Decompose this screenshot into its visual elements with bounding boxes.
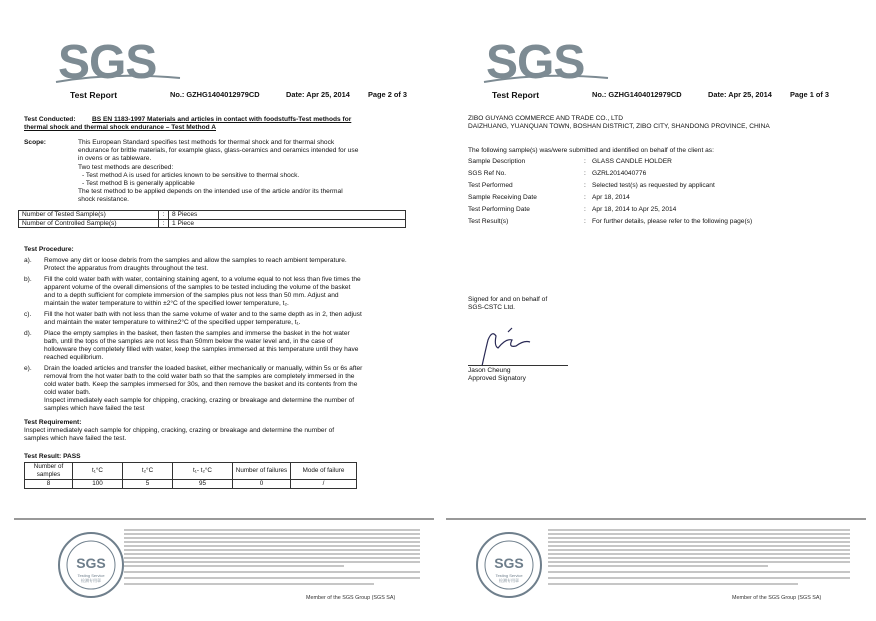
field-sep: : [584, 194, 586, 201]
footer-rule [446, 518, 866, 520]
step-line: Drain the loaded articles and transfer the loaded basket, either mechanically or manually, within 5s or 6s after [44, 365, 363, 372]
samples-label: Number of Tested Sample(s) [19, 211, 159, 220]
scope-line: The test method to be applied depends on the intended use of the article and/or its thermal [78, 188, 343, 196]
result-cell: 100 [73, 480, 123, 489]
step-line: Fill the cold water bath with water, containing staining agent, to a volume equal to not less than five times the [44, 276, 361, 283]
field-label: Test Performed [468, 182, 513, 189]
step-line: Place the empty samples in the basket, then fasten the samples and immerse the basket in the hot water [44, 330, 350, 337]
samples-sep: : [159, 219, 169, 228]
sgs-stamp-icon [56, 530, 126, 600]
scope-label: Scope: [24, 139, 46, 146]
report-page-2 [14, 12, 434, 606]
step-line: hollowware they completely filled with water, keep the samples immersed at this temperature until they have [44, 346, 359, 353]
page-indicator: Page 2 of 3 [368, 90, 408, 99]
step-line: Protect the apparatus from draughts throughout the test. [44, 265, 209, 272]
step-line: cold water bath. Keep the samples immersed for 30s, and then remove the basket and its contents from the [44, 381, 358, 388]
sgs-logo-icon [482, 32, 612, 88]
result-header: Number of samples [25, 463, 73, 480]
step-line: Inspect immediately each sample for chipping, cracking, crazing or breakage and determine the number of [44, 397, 355, 404]
step-line: removal from the hot water bath to the cold water bath so that the samples are completely immersed in the [44, 373, 355, 380]
samples-table [18, 210, 406, 228]
field-value: Apr 18, 2014 [592, 194, 630, 201]
step-marker: b). [24, 276, 32, 283]
sgs-member-note: Member of the SGS Group (SGS SA) [306, 595, 396, 601]
field-value: GLASS CANDLE HOLDER [592, 158, 672, 165]
scope-line: in ovens or as tableware. [78, 155, 152, 163]
result-header: t₁°C [73, 463, 123, 480]
step-marker: e). [24, 365, 32, 372]
step-line: samples which have failed the test [44, 405, 145, 412]
report-header [14, 90, 434, 104]
result-heading: Test Result: PASS [24, 453, 81, 460]
report-number: No.: GZHG1404012979CD [170, 90, 260, 99]
samples-value: 1 Piece [169, 219, 406, 228]
signing-company: SGS-CSTC Ltd. [468, 304, 515, 311]
page-indicator: Page 1 of 3 [790, 90, 830, 99]
requirement-line: samples which have failed the test. [24, 435, 127, 442]
stamp-logo-text: SGS [494, 555, 524, 571]
list-item [24, 365, 424, 415]
test-conducted-line1: BS EN 1183-1997 Materials and articles in contact with foodstuffs-Test methods for [92, 116, 352, 123]
report-title: Test Report [492, 90, 540, 100]
step-line: and maintain the water temperature to within±2°C of the specified upper temperature, t₁. [44, 319, 301, 326]
report-number: No.: GZHG1404012979CD [592, 90, 682, 99]
sgs-logo-text: SGS [58, 36, 157, 88]
signature-icon [468, 318, 568, 370]
footer-rule [14, 518, 434, 520]
fine-print-lines-icon [548, 528, 854, 590]
scope-line: This European Standard specifies test methods for thermal shock and for thermal shock [78, 139, 335, 146]
step-line: Remove any dirt or loose debris from the samples and allow the samples to reach ambient temperature. [44, 257, 347, 264]
report-title: Test Report [70, 90, 118, 100]
list-item [24, 276, 424, 311]
field-sep: : [584, 206, 586, 213]
sample-details [468, 158, 858, 230]
list-item [24, 257, 424, 276]
field-value: Selected test(s) as requested by applicant [592, 182, 715, 189]
scope-line: shock resistance. [78, 196, 129, 204]
scope-line: - Test method B is generally applicable [82, 180, 195, 188]
result-header: t₂°C [123, 463, 173, 480]
step-line: maintain the water temperature to within ±2°C of the specified lower temperature, t₂. [44, 300, 289, 307]
scope-line: Two test methods are described: [78, 163, 174, 171]
step-line: reached equilibrium. [44, 354, 104, 361]
requirement-line: Inspect immediately each sample for chipping, cracking, crazing or breakage and determine the number of [24, 427, 335, 434]
legal-fine-print [548, 528, 854, 590]
result-cell: 0 [233, 480, 291, 489]
report-page-1 [446, 12, 866, 606]
test-conducted-line2: thermal shock and thermal shock endurance – Test Method A [24, 124, 216, 131]
table-row [19, 219, 406, 228]
client-address: DAIZHUANG, YUANQUAN TOWN, BOSHAN DISTRICT, ZIBO CITY, SHANDONG PROVINCE, CHINA [468, 123, 770, 130]
sgs-logo-text: SGS [486, 36, 585, 88]
list-item [468, 218, 858, 230]
field-label: SGS Ref No. [468, 170, 507, 177]
sgs-member-note: Member of the SGS Group (SGS SA) [732, 595, 822, 601]
result-header: Number of failures [233, 463, 291, 480]
signer-name: Jason Cheung [468, 367, 511, 374]
stamp-subtext: Testing Service [77, 573, 105, 578]
list-item [468, 182, 858, 194]
legal-fine-print [124, 528, 424, 590]
list-item [468, 194, 858, 206]
field-sep: : [584, 158, 586, 165]
field-label: Test Result(s) [468, 218, 509, 225]
report-date: Date: Apr 25, 2014 [708, 90, 772, 99]
stamp-cn-text: 检测专用章 [81, 578, 101, 583]
table-row [19, 211, 406, 220]
samples-value: 8 Pieces [169, 211, 406, 220]
step-line: and to a depth sufficient for complete immersion of the samples plus not less than 50 mm. Adjust and [44, 292, 339, 299]
samples-label: Number of Controlled Sample(s) [19, 219, 159, 228]
step-marker: d). [24, 330, 32, 337]
field-value: GZRL2014040776 [592, 170, 647, 177]
table-row [25, 480, 357, 489]
scope-line: endurance for brittle materials, for example glass, glass-ceramics and ceramics intended for use [78, 147, 359, 155]
procedure-list [24, 257, 424, 415]
signature-line [468, 365, 568, 366]
sgs-stamp-icon [474, 530, 544, 600]
result-cell: 5 [123, 480, 173, 489]
list-item [468, 206, 858, 218]
test-conducted-label: Test Conducted: [24, 116, 76, 123]
scope-text [78, 139, 358, 205]
fine-print-lines-icon [124, 528, 424, 590]
report-date: Date: Apr 25, 2014 [286, 90, 350, 99]
list-item [468, 170, 858, 182]
report-header [446, 90, 866, 104]
result-header: Mode of failure [291, 463, 357, 480]
requirement-heading: Test Requirement: [24, 419, 82, 426]
stamp-cn-text: 检测专用章 [499, 578, 519, 583]
step-line: cold water bath. [44, 389, 91, 396]
step-marker: a). [24, 257, 32, 264]
client-name: ZIBO GUYANG COMMERCE AND TRADE CO., LTD [468, 115, 623, 122]
field-label: Sample Description [468, 158, 526, 165]
procedure-heading: Test Procedure: [24, 246, 74, 253]
step-line: apparent volume of the overall dimensions of the samples to be tested including the volume of the basket [44, 284, 351, 291]
step-line: bath, until the tops of the samples are not less than 50mm below the water level and, in the case of [44, 338, 333, 345]
step-marker: c). [24, 311, 32, 318]
table-row [25, 463, 357, 480]
result-cell: / [291, 480, 357, 489]
signer-title: Approved Signatory [468, 375, 526, 382]
field-label: Sample Receiving Date [468, 194, 537, 201]
sgs-logo-icon [54, 32, 184, 88]
field-sep: : [584, 218, 586, 225]
result-cell: 8 [25, 480, 73, 489]
field-sep: : [584, 170, 586, 177]
stamp-logo-text: SGS [76, 555, 106, 571]
field-sep: : [584, 182, 586, 189]
stamp-subtext: Testing Service [495, 573, 523, 578]
field-label: Test Performing Date [468, 206, 530, 213]
field-value: For further details, please refer to the following page(s) [592, 218, 753, 225]
signed-on-behalf: Signed for and on behalf of [468, 296, 548, 303]
field-value: Apr 18, 2014 to Apr 25, 2014 [592, 206, 677, 213]
result-cell: 95 [173, 480, 233, 489]
scope-line: - Test method A is used for articles known to be sensitive to thermal shock. [82, 171, 300, 179]
step-line: Fill the hot water bath with not less than the same volume of water and to the same depth as in 2, then adjust [44, 311, 362, 318]
list-item [24, 311, 424, 330]
result-table [24, 462, 357, 489]
list-item [468, 158, 858, 170]
list-item [24, 330, 424, 365]
samples-sep: : [159, 211, 169, 220]
sample-intro: The following sample(s) was/were submitted and identified on behalf of the client as: [468, 147, 714, 154]
result-header: t₁- t₂°C [173, 463, 233, 480]
